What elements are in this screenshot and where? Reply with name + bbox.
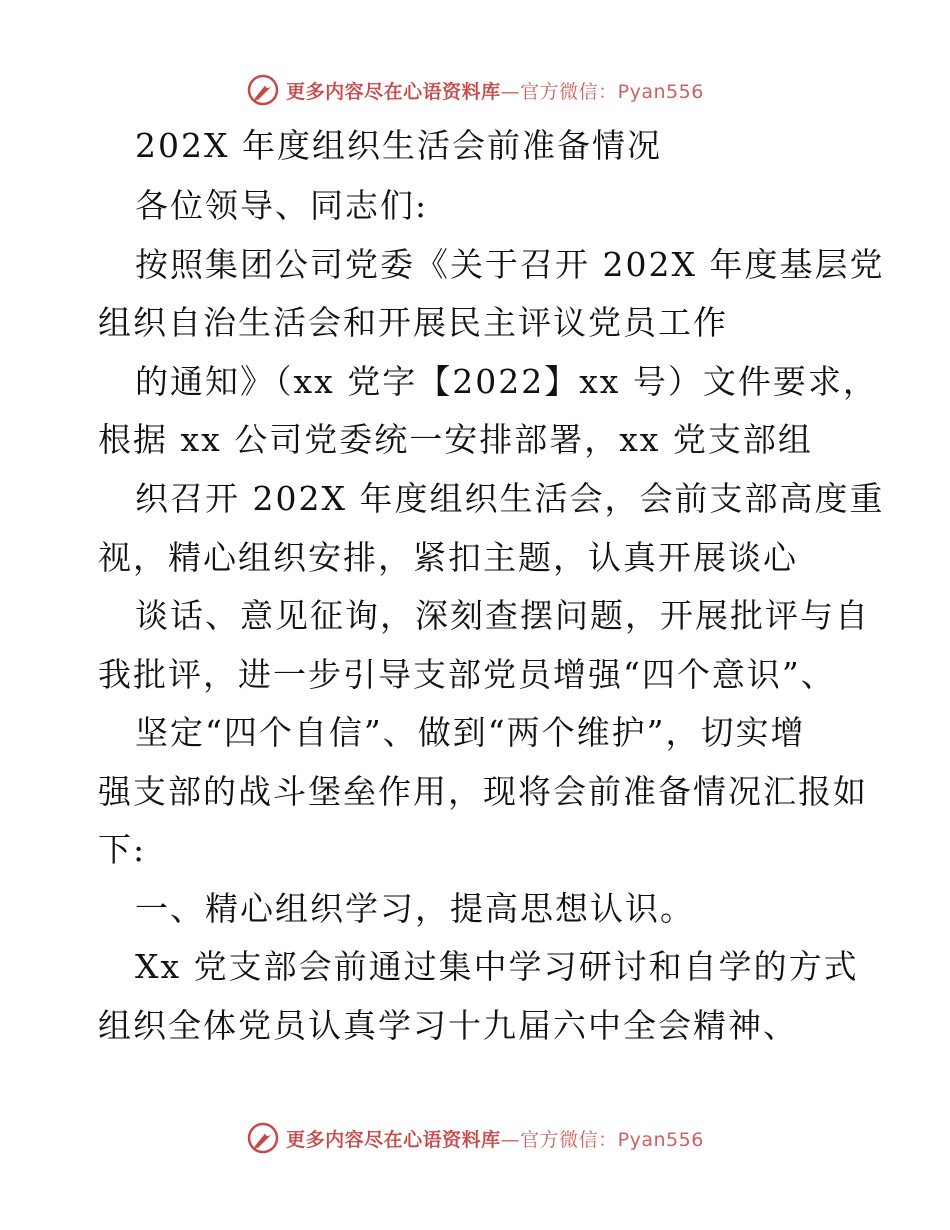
paragraph-line: 谈话、意见征询，深刻查摆问题，开展批评与自 <box>135 596 870 635</box>
section-heading: 一、精心组织学习，提高思想认识。 <box>135 889 695 928</box>
paragraph-line: 根据 xx 公司党委统一安排部署，xx 党支部组 <box>98 420 813 459</box>
paragraph-line: 坚定“四个自信”、做到“两个维护”，切实增 <box>135 713 806 752</box>
paragraph-line: 组织全体党员认真学习十九届六中全会精神、 <box>98 1006 798 1045</box>
paragraph-line: 我批评，进一步引导支部党员增强“四个意识”、 <box>98 655 836 694</box>
watermark-text-bold: 更多内容尽在心语资料库 <box>286 1128 501 1151</box>
paragraph-line: 织召开 202X 年度组织生活会，会前支部高度重 <box>135 479 885 518</box>
watermark-text-rest: —官方微信：Pyan556 <box>500 80 704 103</box>
paragraph-line: Xx 党支部会前通过集中学习研讨和自学的方式 <box>135 947 859 986</box>
paragraph-line: 组织自治生活会和开展民主评议党员工作 <box>98 303 728 342</box>
paragraph-line: 按照集团公司党委《关于召开 202X 年度基层党 <box>135 245 885 284</box>
paragraph-line: 各位领导、同志们: <box>135 186 429 225</box>
watermark-text-rest: —官方微信：Pyan556 <box>500 1128 704 1151</box>
paragraph-line: 下: <box>98 830 147 869</box>
watermark-text <box>286 1125 704 1152</box>
paragraph-line: 的通知》（xx 党字【2022】xx 号）文件要求， <box>135 362 878 401</box>
pen-nib-logo-icon <box>246 1121 280 1155</box>
watermark-text-bold: 更多内容尽在心语资料库 <box>286 80 501 103</box>
footer-watermark <box>0 1118 950 1158</box>
document-title: 202X 年度组织生活会前准备情况 <box>135 126 662 165</box>
paragraph-line: 视，精心组织安排，紧扣主题，认真开展谈心 <box>98 538 798 577</box>
paragraph-line: 强支部的战斗堡垒作用，现将会前准备情况汇报如 <box>98 772 868 811</box>
